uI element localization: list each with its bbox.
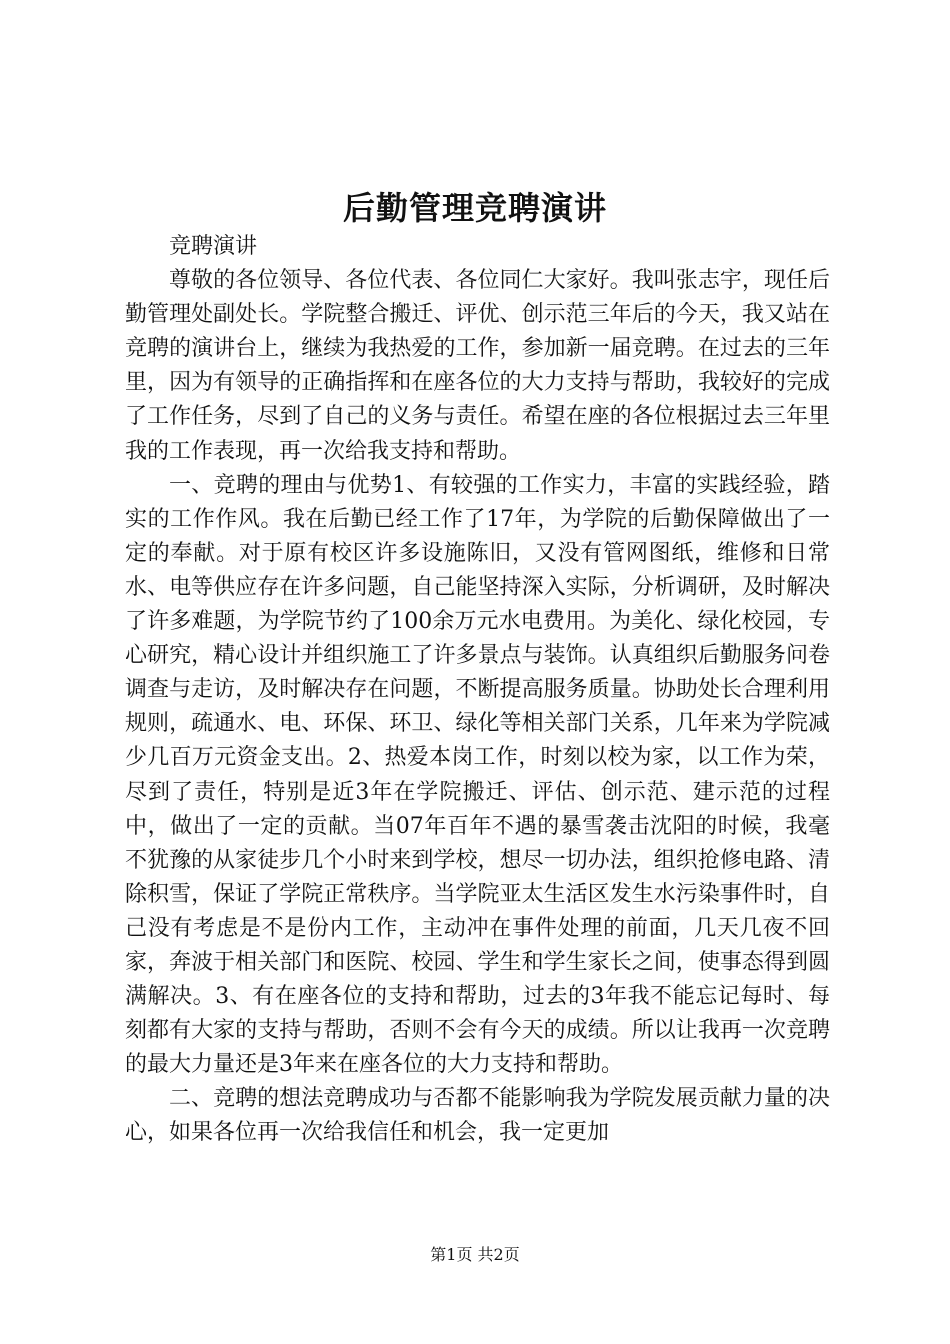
document-body [125, 230, 830, 1151]
page-footer: 第1页 共2页 [430, 1245, 520, 1264]
paragraph-greeting: 尊敬的各位领导、各位代表、各位同仁大家好。我叫张志宇，现任后勤管理处副处长。学院整合搬迁、评优、创示范三年后的今天，我又站在竞聘的演讲台上，继续为我热爱的工作，参加新一届竞聘。在过去的三年里，因为有领导的正确指挥和在座各位的大力支持与帮助，我较好的完成了工作任务，尽到了自己的义务与责任。希望在座的各位根据过去三年里我的工作表现，再一次给我支持和帮助。 [125, 268, 830, 464]
paragraph-thoughts: 二、竞聘的想法竞聘成功与否都不能影响我为学院发展贡献力量的决心，如果各位再一次给我信任和机会，我一定更加 [125, 1086, 830, 1146]
paragraph-heading: 竞聘演讲 [169, 234, 258, 259]
paragraph-reasons: 一、竞聘的理由与优势1、有较强的工作实力，丰富的实践经验，踏实的工作作风。我在后勤已经工作了17年，为学院的后勤保障做出了一定的奉献。对于原有校区许多设施陈旧，又没有管网图纸，维修和日常水、电等供应存在许多问题，自己能坚持深入实际，分析调研，及时解决了许多难题，为学院节约了100余万元水电费用。为美化、绿化校园，专心研究，精心设计并组织施工了许多景点与装饰。认真组织后勤服务问卷调查与走访，及时解决存在问题，不断提高服务质量。协助处长合理利用规则，疏通水、电、环保、环卫、绿化等相关部门关系，几年来为学院减少几百万元资金支出。2、热爱本岗工作，时刻以校为家，以工作为荣，尽到了责任，特别是近3年在学院搬迁、评估、创示范、建示范的过程中，做出了一定的贡献。当07年百年不遇的暴雪袭击沈阳的时候，我毫不犹豫的从家徒步几个小时来到学校，想尽一切办法，组织抢修电路、清除积雪，保证了学院正常秩序。当学院亚太生活区发生水污染事件时，自己没有考虑是不是份内工作，主动冲在事件处理的前面，几天几夜不回家，奔波于相关部门和医院、校园、学生和学生家长之间，使事态得到圆满解决。3、有在座各位的支持和帮助，过去的3年我不能忘记每时、每刻都有大家的支持与帮助，否则不会有今天的成绩。所以让我再一次竞聘的最大力量还是3年来在座各位的大力支持和帮助。 [125, 472, 830, 1078]
document-title: 后勤管理竞聘演讲 [342, 189, 607, 227]
